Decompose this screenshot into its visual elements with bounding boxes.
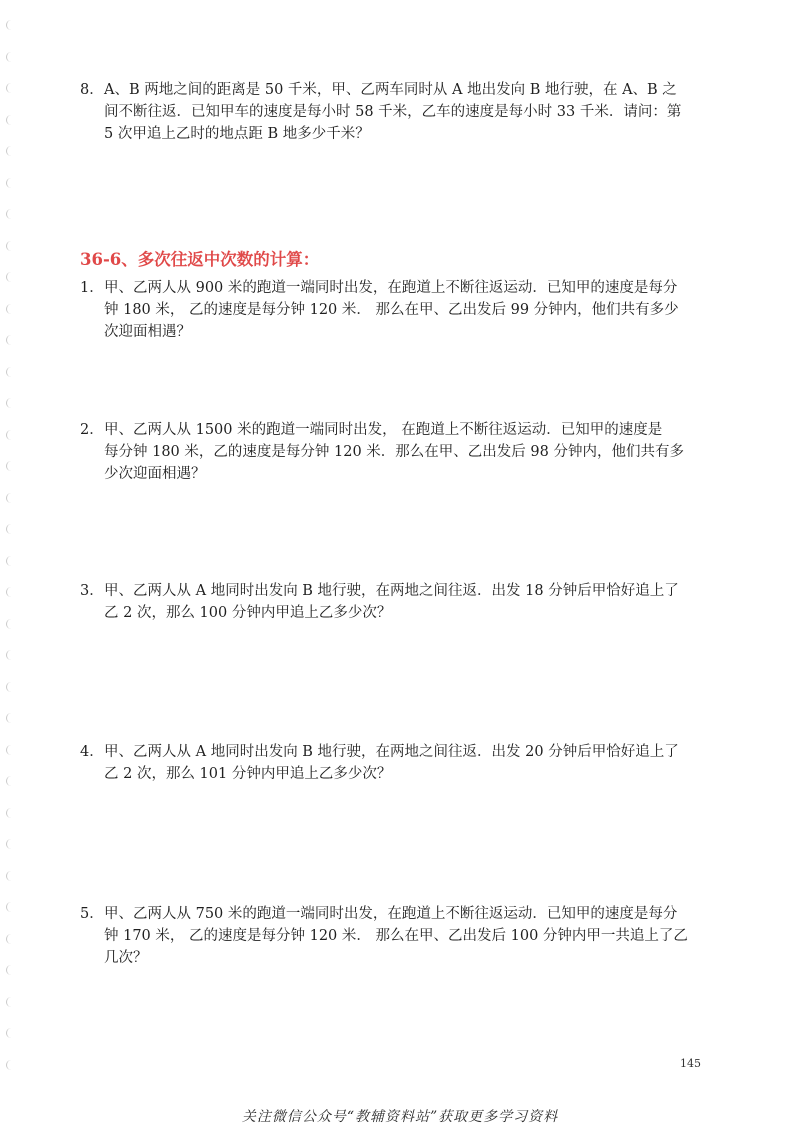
problem-text-line: 甲、乙两人从 A 地同时出发向 B 地行驶，在两地之间往返．出发 18 分钟后甲恰好追上了	[104, 583, 679, 599]
problem-text-line: A、B 两地之间的距离是 50 千米，甲、乙两车同时从 A 地出发向 B 地行驶，在 A、B 之	[104, 82, 677, 98]
binding-tick	[6, 1060, 12, 1070]
binding-tick	[6, 556, 12, 566]
problem-2	[80, 419, 720, 485]
binding-tick	[6, 776, 12, 786]
page-number: 145	[680, 1057, 701, 1070]
binding-tick	[6, 682, 12, 692]
problem-text-line: 乙 2 次，那么 101 分钟内甲追上乙多少次？	[104, 766, 392, 782]
binding-tick	[6, 461, 12, 471]
binding-tick	[6, 745, 12, 755]
binding-tick	[6, 115, 12, 125]
problem-5	[80, 903, 720, 969]
binding-tick	[6, 650, 12, 660]
problem-1	[80, 277, 720, 343]
binding-tick	[6, 209, 12, 219]
binding-tick	[6, 398, 12, 408]
problem-number: 2．	[80, 422, 104, 438]
binding-tick	[6, 493, 12, 503]
problem-text-line: 甲、乙两人从 900 米的跑道一端同时出发，在跑道上不断往返运动．已知甲的速度是每分	[104, 280, 678, 296]
problem-3	[80, 580, 720, 624]
binding-tick	[6, 272, 12, 282]
problem-number: 3．	[80, 583, 104, 599]
problem-number: 5．	[80, 906, 104, 922]
problem-text-line: 钟 170 米， 乙的速度是每分钟 120 米． 那么在甲、乙出发后 100 分钟内甲一共追上了乙	[104, 928, 688, 944]
binding-tick	[6, 997, 12, 1007]
binding-tick	[6, 178, 12, 188]
binding-tick	[6, 902, 12, 912]
binding-tick	[6, 241, 12, 251]
problem-number: 8．	[80, 82, 104, 98]
binding-tick	[6, 52, 12, 62]
problem-text-line: 钟 180 米， 乙的速度是每分钟 120 米． 那么在甲、乙出发后 99 分钟内，他们共有多少	[104, 302, 679, 318]
binding-tick	[6, 808, 12, 818]
binding-tick	[6, 146, 12, 156]
problem-text-line: 甲、乙两人从 1500 米的跑道一端同时出发， 在跑道上不断往返运动．已知甲的速度是	[104, 422, 663, 438]
binding-tick	[6, 20, 12, 30]
binding-tick	[6, 934, 12, 944]
binding-tick	[6, 335, 12, 345]
binding-tick	[6, 430, 12, 440]
problem-text-line: 少次迎面相遇？	[104, 466, 206, 482]
binding-tick	[6, 83, 12, 93]
binding-tick	[6, 965, 12, 975]
problem-text-line: 甲、乙两人从 750 米的跑道一端同时出发，在跑道上不断往返运动．已知甲的速度是每分	[104, 906, 678, 922]
problem-text-line: 次迎面相遇？	[104, 324, 191, 340]
problem-text-line: 乙 2 次，那么 100 分钟内甲追上乙多少次？	[104, 605, 392, 621]
problem-number: 4．	[80, 744, 104, 760]
problem-text-line: 间不断往返．已知甲车的速度是每小时 58 千米，乙车的速度是每小时 33 千米．请问：第	[104, 104, 682, 120]
problem-text-line: 甲、乙两人从 A 地同时出发向 B 地行驶，在两地之间往返．出发 20 分钟后甲恰好追上了	[104, 744, 679, 760]
binding-tick	[6, 304, 12, 314]
section-title: 36-6、多次往返中次数的计算：	[80, 250, 320, 269]
binding-tick	[6, 367, 12, 377]
problem-number: 1．	[80, 280, 104, 296]
problem-text-line: 5 次甲追上乙时的地点距 B 地多少千米？	[104, 126, 370, 142]
problem-8	[80, 79, 720, 145]
binding-tick	[6, 871, 12, 881]
binding-tick	[6, 1028, 12, 1038]
problem-text-line: 几次？	[104, 950, 148, 966]
binding-tick	[6, 524, 12, 534]
footer-note: 关注微信公众号“教辅资料站”获取更多学习资料	[241, 1109, 559, 1125]
binding-margin-marks	[6, 20, 14, 1100]
problem-4	[80, 741, 720, 785]
binding-tick	[6, 619, 12, 629]
binding-tick	[6, 587, 12, 597]
binding-tick	[6, 713, 12, 723]
problem-text-line: 每分钟 180 米，乙的速度是每分钟 120 米．那么在甲、乙出发后 98 分钟内，他们共有多	[104, 444, 684, 460]
binding-tick	[6, 839, 12, 849]
